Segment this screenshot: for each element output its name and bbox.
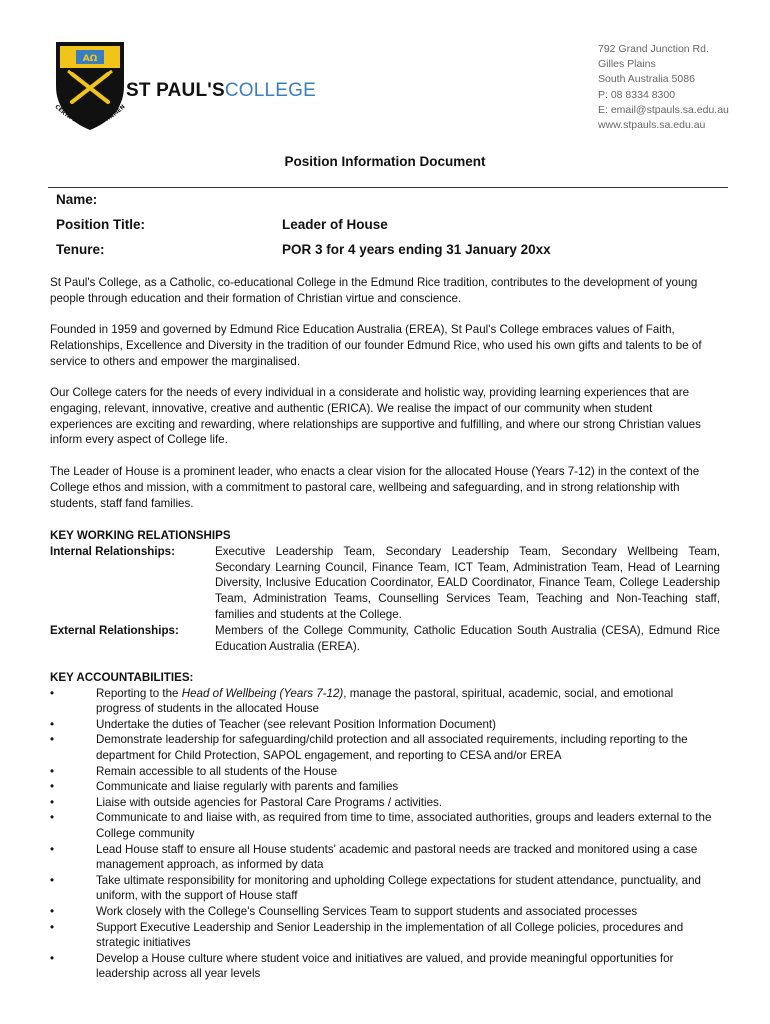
contact-email: E: email@stpauls.sa.edu.au <box>598 103 729 116</box>
field-name <box>48 188 728 213</box>
bullet-icon: • <box>50 795 55 809</box>
field-value: Leader of House <box>282 217 388 232</box>
key-accountabilities <box>50 670 720 982</box>
list-item <box>50 795 720 811</box>
relationship-text: Members of the College Community, Catholic Education South Australia (CESA), Edmund Rice Education Australia (EREA). <box>215 623 720 653</box>
role-paragraph: The Leader of House is a prominent leader, who enacts a clear vision for the allocated House (Years 7-12) in the context of the College ethos and mission, with a commitment to pastoral care, wellbeing and safeguarding, and in strong relationship with students, staff fand families. <box>50 465 700 510</box>
item-text: Develop a House culture where student voice and initiatives are valued, and provide meaningful opportunities for leadership across all year levels <box>96 951 674 981</box>
list-item <box>50 686 720 717</box>
erica-paragraph: Our College caters for the needs of every individual in a considerate and holistic way, providing learning experiences that are engaging, relevant, innovative, creative and authentic (ERICA). We realise the impact of our community when student experiences are exciting and rewarding, where relationships are supportive and fulfilling, and where our strong Christian values inform every aspect of College life. <box>50 386 701 447</box>
intro-paragraph: St Paul's College, as a Catholic, co-educational College in the Edmund Rice tradition, contributes to the development of young people through education and their formation of Christian virtue and conscience. <box>50 276 698 305</box>
item-text: , manage the pastoral, spiritual, academic, social, and emotional progress of students in the allocated House <box>96 686 674 716</box>
list-item <box>50 717 720 733</box>
key-working-relationships <box>50 528 720 654</box>
item-text: Liaise with outside agencies for Pastoral Care Programs / activities. <box>96 795 443 809</box>
field-tenure <box>48 238 728 263</box>
section-heading: KEY ACCOUNTABILITIES: <box>50 671 194 684</box>
external-relationships <box>50 623 720 655</box>
item-text: Reporting to the <box>96 686 182 700</box>
bullet-icon: • <box>50 873 55 887</box>
relationship-label: External Relationships: <box>50 623 179 637</box>
brand-college: COLLEGE <box>224 80 317 101</box>
bullet-icon: • <box>50 717 55 731</box>
item-text: Communicate and liaise regularly with parents and families <box>96 780 399 794</box>
field-label: Name: <box>56 192 98 207</box>
section-heading: KEY WORKING RELATIONSHIPS <box>50 529 231 542</box>
contact-block <box>598 42 729 133</box>
bullet-icon: • <box>50 920 55 934</box>
bullet-icon: • <box>50 764 55 778</box>
crest-banner-text: ΑΩ <box>82 54 98 64</box>
field-label: Tenure: <box>56 242 105 257</box>
contact-suburb: Gilles Plains <box>598 58 656 71</box>
internal-relationships <box>50 544 720 623</box>
bullet-icon: • <box>50 904 55 918</box>
item-text: Support Executive Leadership and Senior Leadership in the implementation of all College policies, procedures and strategic initiatives <box>96 920 684 950</box>
contact-state: South Australia 5086 <box>598 73 695 86</box>
bullet-icon: • <box>50 811 55 825</box>
relationship-label: Internal Relationships: <box>50 544 175 558</box>
college-crest-logo <box>50 38 130 134</box>
item-text: Demonstrate leadership for safeguarding/child protection and all associated requirements, including reporting to the department for Child Protection, SAPOL engagement, and reporting to CESA and/or EREA <box>96 733 688 762</box>
list-item <box>50 904 720 920</box>
accountabilities-list <box>50 686 720 982</box>
document-title: Position Information Document <box>284 154 486 169</box>
item-text: Lead House staff to ensure all House students' academic and pastoral needs are tracked and monitored using a case management approach, as informed by data <box>96 842 698 872</box>
item-text: Work closely with the College's Counselling Services Team to support students and associated processes <box>96 904 638 918</box>
contact-website: www.stpauls.sa.edu.au <box>598 119 706 132</box>
item-emphasis: Head of Wellbeing (Years 7-12) <box>181 686 344 700</box>
item-text: Take ultimate responsibility for monitoring and upholding College expectations for student attendance, punctuality, and uniform, with the support of House staff <box>96 873 701 903</box>
contact-phone: P: 08 8334 8300 <box>598 88 676 101</box>
bullet-icon: • <box>50 780 55 794</box>
bullet-icon: • <box>50 842 55 856</box>
list-item <box>50 810 720 841</box>
field-position-title <box>48 213 728 238</box>
contact-address-line: 792 Grand Junction Rd. <box>598 43 709 55</box>
field-label: Position Title: <box>56 217 146 232</box>
crest-motto: CERTA BONUM CERTAMEN <box>53 103 127 128</box>
bullet-icon: • <box>50 951 55 965</box>
list-item <box>50 732 720 763</box>
position-fields <box>48 187 728 263</box>
item-text: Communicate to and liaise with, as required from time to time, associated authorities, groups and leaders external to the College community <box>96 811 712 840</box>
bullet-icon: • <box>50 733 55 747</box>
list-item <box>50 873 720 904</box>
item-text: Undertake the duties of Teacher (see relevant Position Information Document) <box>96 717 496 731</box>
list-item <box>50 779 720 795</box>
relationship-text: Executive Leadership Team, Secondary Leadership Team, Secondary Wellbeing Team, Secondary Learning Council, Finance Team, ICT Team, Administration Team, Head of Learning Diversity, Inclusive Education Coordinator, EALD Coordinator, Finance Team, College Leadership Team, Administration Teams, Counselling Services Team, Teaching and Non-Teaching staff, families and students at the College. <box>215 544 720 621</box>
list-item <box>50 951 720 982</box>
list-item <box>50 764 720 780</box>
college-name-logo <box>126 80 316 102</box>
item-text: Remain accessible to all students of the House <box>96 764 338 778</box>
brand-st-pauls: ST PAUL'S <box>126 80 225 101</box>
list-item <box>50 920 720 951</box>
history-paragraph: Founded in 1959 and governed by Edmund Rice Education Australia (EREA), St Paul's College embraces values of Faith, Relationships, Excellence and Diversity in the tradition of our founder Edmund Rice, who used his own gifts and talents to be of service to others and empower the marginalised. <box>50 323 702 368</box>
list-item <box>50 842 720 873</box>
field-value: POR 3 for 4 years ending 31 January 20xx <box>282 242 551 257</box>
bullet-icon: • <box>50 686 55 700</box>
